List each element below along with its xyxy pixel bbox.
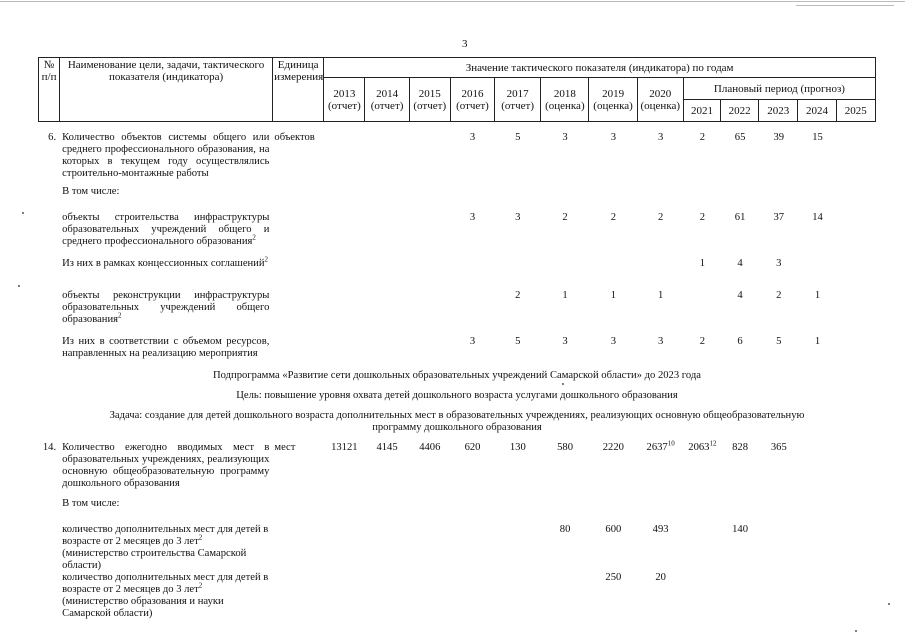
table-row: 14. Количество ежегодно вводимых мест в образовательных учреждениях, реализующих основную общеобразовательную программу дошкольного образования мест 13121 4145 4406 620 130 580 2220 2637$^{10}$ 2063$^{12}$ 828 365	[38, 438, 876, 498]
top-rule	[0, 1, 905, 2]
header-planned-title: Плановый период (прогноз)	[683, 78, 875, 100]
row-name: количество дополнительных мест для детей в возрасте от 2 месяцев до 3 лет$^2$ (министерство образования и науки Самарской области)	[62, 572, 269, 619]
row-name: объекты строительства инфраструктуры образовательных учреждений общего и среднего профессионального образования$^2$	[62, 212, 270, 247]
row-unit: мест	[274, 442, 296, 453]
header-year-2016: 2016 (отчет)	[450, 78, 494, 122]
header-year-2022: 2022	[721, 100, 759, 122]
scan-speck	[22, 212, 24, 214]
header-year-2024: 2024	[798, 100, 836, 122]
scan-speck	[855, 630, 857, 632]
scan-speck	[888, 603, 890, 605]
table-row: 6. Количество объектов системы общего или среднего профессионального образования, на которых в текущем году осуществлялись строительно-монтажные работы объектов 3 5 3 3 3 2 65 39 15	[38, 132, 876, 186]
header-values-title: Значение тактического показателя (индикатора) по годам	[324, 58, 876, 78]
table-row: Из них в рамках концессионных соглашений$^2$ 1 4 3	[38, 258, 876, 290]
table-body	[38, 132, 876, 620]
scan-speck	[562, 383, 564, 385]
table-row: объекты реконструкции инфраструктуры образовательных учреждений общего образования$^2$ 2 1 1 1 4 2 1	[38, 290, 876, 336]
row-name: Количество объектов системы общего или среднего профессионального образования, на которых в текущем году осуществлялись строительно-монтажные работы	[62, 132, 270, 179]
header-year-2013: 2013 (отчет)	[324, 78, 365, 122]
subprogram-row	[38, 366, 876, 386]
header-unit: Единица измерения	[273, 58, 324, 122]
header-year-2020: 2020 (оценка)	[637, 78, 683, 122]
goal-text: Цель: повышение уровня охвата детей дошкольного возраста услугами дошкольного образования	[236, 390, 678, 401]
row-unit: объектов	[274, 132, 315, 143]
header-num: № п/п	[39, 58, 60, 122]
row-subheading: В том числе:	[62, 498, 120, 509]
row-name: Из них в рамках концессионных соглашений$^2$	[62, 255, 269, 269]
row-name: количество дополнительных мест для детей в возрасте от 2 месяцев до 3 лет$^2$ (министерство строительства Самарской области)	[62, 524, 269, 571]
scan-speck	[18, 285, 20, 287]
page-number: 3	[462, 38, 468, 50]
header-year-2025: 2025	[836, 100, 875, 122]
row-name: объекты реконструкции инфраструктуры образовательных учреждений общего образования$^2$	[62, 290, 270, 325]
row-subheading: В том числе:	[62, 186, 120, 197]
goal-row	[38, 386, 876, 406]
header-year-2017: 2017 (отчет)	[495, 78, 541, 122]
header-year-2023: 2023	[759, 100, 798, 122]
task-row	[38, 406, 876, 438]
header-year-2018: 2018 (оценка)	[541, 78, 589, 122]
header-year-2014: 2014 (отчет)	[365, 78, 409, 122]
table-row	[38, 186, 876, 212]
table-header	[38, 57, 876, 122]
row-name: Из них в соответствии с объемом ресурсов, направленных на реализацию мероприятия	[62, 336, 270, 359]
table-row	[38, 498, 876, 520]
row-name: Количество ежегодно вводимых мест в образовательных учреждениях, реализующих основную общеобразовательную программу дошкольного образования	[62, 442, 270, 489]
table-row: количество дополнительных мест для детей в возрасте от 2 месяцев до 3 лет$^2$ (министерство строительства Самарской области) 80 600 493 140	[38, 520, 876, 572]
header-year-2019: 2019 (оценка)	[589, 78, 637, 122]
table-row: объекты строительства инфраструктуры образовательных учреждений общего и среднего профессионального образования$^2$ 3 3 2 2 2 2 61 37 14	[38, 212, 876, 258]
header-year-2021: 2021	[683, 100, 720, 122]
table-row: Из них в соответствии с объемом ресурсов, направленных на реализацию мероприятия 3 5 3 3 3 2 6 5 1	[38, 336, 876, 366]
header-name: Наименование цели, задачи, тактического показателя (индикатора)	[60, 58, 273, 122]
header-year-2015: 2015 (отчет)	[409, 78, 450, 122]
subprogram-title: Подпрограмма «Развитие сети дошкольных образовательных учреждений Самарской области» до 2023 года	[213, 370, 701, 381]
table-row: количество дополнительных мест для детей в возрасте от 2 месяцев до 3 лет$^2$ (министерство образования и науки Самарской области) 250 20	[38, 572, 876, 620]
top-rule-short	[796, 5, 894, 6]
task-text: Задача: создание для детей дошкольного возраста дополнительных мест в образовательных учреждениях, реализующих основную общеобразовательную программу дошкольного образования	[109, 410, 805, 433]
